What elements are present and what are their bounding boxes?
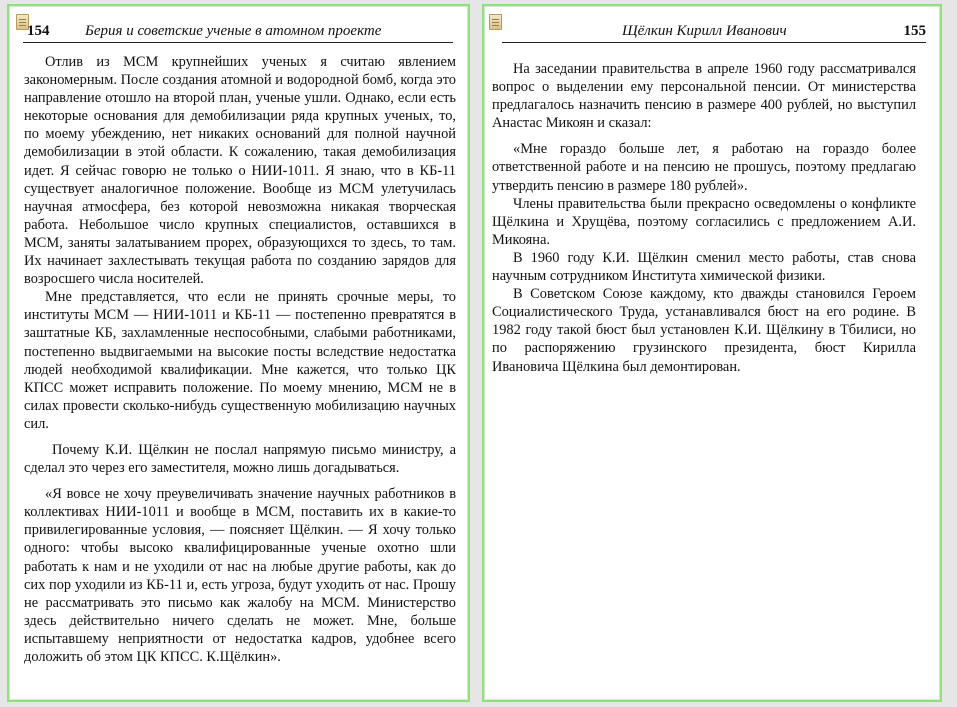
paragraph: Мне представляется, что если не принять срочные меры, то институты МСМ — НИИ-1011 и КБ-11 — постепенно превратятся в заштатные КБ, захламленные неспособными, слабыми работниками, постепенно выдвигаемыми на высокие посты вследствие недостатка людей необходимой квалификации. Мне кажется, что только ЦК КПСС может исправить положение. По моему мнению, МСМ не в силах провести сколько-нибудь существенную мобилизацию научных сил. [24, 289, 456, 432]
paragraph: На заседании правительства в апреле 1960 году рассматривался вопрос о выделении ему персональной пенсии. От министерства предлагалось назначить пенсию в размере 400 рублей, но выступил Анастас Микоян и сказал: [492, 61, 916, 132]
right-page[interactable] [482, 4, 942, 702]
left-page-number: 154 [27, 23, 50, 39]
paragraph: Почему К.И. Щёлкин не послал напрямую письмо министру, а сделал это через его заместителя, можно лишь догадываться. [24, 441, 456, 477]
right-running-head [502, 20, 926, 43]
paragraph: Члены правительства были прекрасно осведомлены о конфликте Щёлкина и Хрущёва, поэтому согласились с предложением А.И. Микояна. [492, 195, 916, 248]
bookmark-icon[interactable] [489, 14, 502, 30]
paragraph: Отлив из МСМ крупнейших ученых я считаю явлением закономерным. После создания атомной и водородной бомб, когда это направление отошло на второй план, ученые ушли. Однако, если есть некоторые основания для демобилизации ряда крупных ученых, то, по моему убеждению, нет никаких оснований для полной научной демобилизации в этой области. К сожалению, такая демобилизация идет. Я сейчас говорю не только о НИИ-1011. Я знаю, что в КБ-11 существует аналогичное положение. Вообще из МСМ улетучилась научная атмосфера, без которой невозможна никакая творческая работа. Небольшое число крупных специалистов, оставшихся в МСМ, заняты залатыванием прорех, образующихся то здесь, то там. Их начинает захлестывать текущая работа по созданию зарядов для возросшего числа носителей. [24, 54, 456, 288]
left-page[interactable] [7, 4, 470, 702]
left-running-head [23, 20, 453, 43]
paragraph: В Советском Союзе каждому, кто дважды становился Героем Социалистического Труда, устанавливался бюст на его родине. В 1982 году такой бюст был установлен К.И. Щёлкину в Тбилиси, но по распоряжению грузинского президента, бюст Кирилла Ивановича Щёлкина был демонтирован. [492, 286, 916, 375]
left-page-body [24, 53, 456, 666]
paragraph: «Я вовсе не хочу преувеличивать значение научных работников в коллективах НИИ-1011 и вообще в МСМ, поставить их в какие-то привилегированные условия, — поясняет Щёлкин. — Я хочу только одного: чтобы высоко квалифицированные ученые охотно шли работать к нам и не уходили от нас на любые другие работы, как до сих пор уходили из КБ-11 и, есть угроза, будут уходить от нас. Прошу не рассматривать это письмо как жалобу на МСМ. Министерство здесь действительно ничего сделать не может. Мне, больше испытавшему неприятности от недостатка кадров, удобнее всего доложить об этом ЦК КПСС. К.Щёлкин». [24, 486, 456, 665]
right-running-title: Щёлкин Кирилл Иванович [622, 23, 787, 39]
paragraph: В 1960 году К.И. Щёлкин сменил место работы, став снова научным сотрудником Института химической физики. [492, 249, 916, 285]
right-page-body [492, 60, 916, 376]
right-page-number: 155 [903, 23, 926, 39]
paragraph: «Мне гораздо больше лет, я работаю на гораздо более ответственной работе и на пенсию не прошусь, поэтому предлагаю утвердить пенсию в размере 180 рублей». [492, 141, 916, 194]
left-running-title: Берия и советские ученые в атомном проекте [85, 23, 382, 39]
